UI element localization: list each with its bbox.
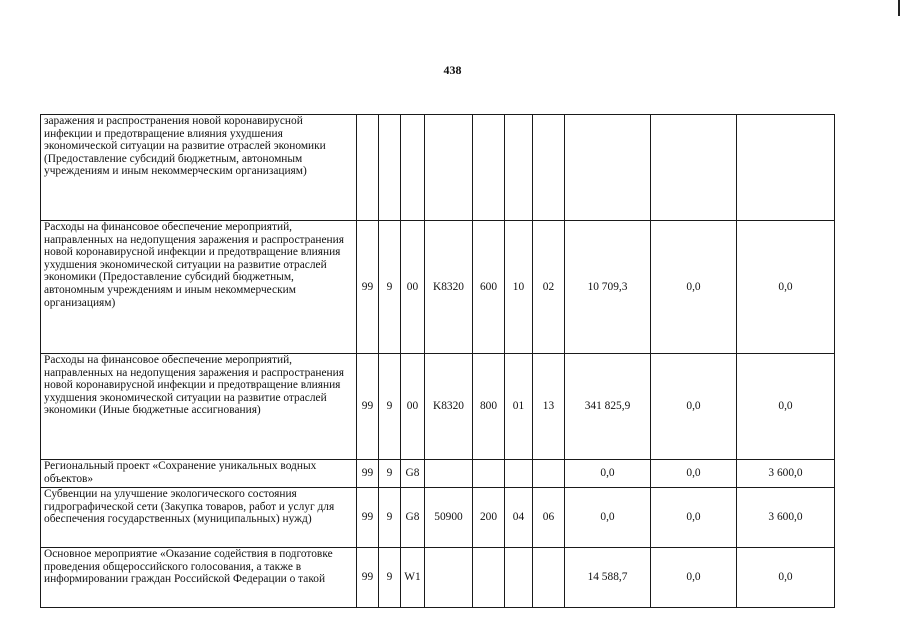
amount-year-2: 0,0 xyxy=(651,221,737,354)
code-subsection xyxy=(533,548,565,608)
amount-year-2: 0,0 xyxy=(651,460,737,488)
code-event: 00 xyxy=(401,354,425,460)
code-section xyxy=(505,548,533,608)
code-direction: K8320 xyxy=(425,221,473,354)
amount-year-2 xyxy=(651,115,737,221)
code-subprogram: 9 xyxy=(379,354,401,460)
code-subprogram xyxy=(379,115,401,221)
code-event: W1 xyxy=(401,548,425,608)
page-number: 438 xyxy=(443,63,462,77)
code-section xyxy=(505,115,533,221)
code-expense-type xyxy=(473,460,505,488)
code-event: G8 xyxy=(401,460,425,488)
code-subprogram: 9 xyxy=(379,221,401,354)
code-event: G8 xyxy=(401,488,425,548)
code-section: 01 xyxy=(505,354,533,460)
code-subprogram: 9 xyxy=(379,548,401,608)
amount-year-3: 0,0 xyxy=(737,354,835,460)
code-expense-type xyxy=(473,115,505,221)
code-subsection: 06 xyxy=(533,488,565,548)
code-subsection: 13 xyxy=(533,354,565,460)
code-program: 99 xyxy=(357,354,379,460)
code-subsection xyxy=(533,115,565,221)
code-section: 10 xyxy=(505,221,533,354)
code-expense-type: 600 xyxy=(473,221,505,354)
code-direction: 50900 xyxy=(425,488,473,548)
code-subsection xyxy=(533,460,565,488)
row-description: заражения и распространения новой коронавирусной инфекции и предотвращение влияния ухудшения экономической ситуации на развитие отраслей экономики (Предоставление субсидий бюджетным, автономным учреждениям и иным некоммерческим организациям) xyxy=(41,115,357,221)
code-program: 99 xyxy=(357,221,379,354)
amount-year-3 xyxy=(737,115,835,221)
code-event xyxy=(401,115,425,221)
table-row xyxy=(41,488,835,548)
code-direction xyxy=(425,460,473,488)
code-program xyxy=(357,115,379,221)
code-expense-type: 800 xyxy=(473,354,505,460)
code-expense-type: 200 xyxy=(473,488,505,548)
amount-year-1: 341 825,9 xyxy=(565,354,651,460)
amount-year-2: 0,0 xyxy=(651,488,737,548)
row-description: Расходы на финансовое обеспечение мероприятий, направленных на недопущения заражения и распространения новой коронавирусной инфекции и предотвращение влияния ухудшения экономической ситуации на развитие отраслей экономики (Иные бюджетные ассигнования) xyxy=(41,354,357,460)
code-section: 04 xyxy=(505,488,533,548)
code-direction xyxy=(425,548,473,608)
table-row xyxy=(41,548,835,608)
budget-table xyxy=(40,114,835,608)
table-row xyxy=(41,460,835,488)
amount-year-1: 0,0 xyxy=(565,460,651,488)
amount-year-3: 3 600,0 xyxy=(737,460,835,488)
code-program: 99 xyxy=(357,460,379,488)
table-row xyxy=(41,221,835,354)
amount-year-1: 0,0 xyxy=(565,488,651,548)
row-description: Расходы на финансовое обеспечение мероприятий, направленных на недопущения заражения и распространения новой коронавирусной инфекции и предотвращение влияния ухудшения экономической ситуации на развитие отраслей экономики (Предоставление субсидий бюджетным, автономным учреждениям и иным некоммерческим организациям) xyxy=(41,221,357,354)
code-event: 00 xyxy=(401,221,425,354)
amount-year-3: 0,0 xyxy=(737,221,835,354)
amount-year-1: 14 588,7 xyxy=(565,548,651,608)
row-description: Региональный проект «Сохранение уникальных водных объектов» xyxy=(41,460,357,488)
row-description: Основное мероприятие «Оказание содействия в подготовке проведения общероссийского голосования, а также в информировании граждан Российской Федерации о такой xyxy=(41,548,357,608)
code-subsection: 02 xyxy=(533,221,565,354)
amount-year-2: 0,0 xyxy=(651,548,737,608)
amount-year-3: 3 600,0 xyxy=(737,488,835,548)
amount-year-1 xyxy=(565,115,651,221)
table-row xyxy=(41,354,835,460)
code-program: 99 xyxy=(357,488,379,548)
code-direction: K8320 xyxy=(425,354,473,460)
code-program: 99 xyxy=(357,548,379,608)
table-row xyxy=(41,115,835,221)
code-subprogram: 9 xyxy=(379,488,401,548)
code-section xyxy=(505,460,533,488)
amount-year-1: 10 709,3 xyxy=(565,221,651,354)
scan-edge-mark xyxy=(898,0,900,16)
row-description: Субвенции на улучшение экологического состояния гидрографической сети (Закупка товаров, работ и услуг для обеспечения государственных (муниципальных) нужд) xyxy=(41,488,357,548)
code-subprogram: 9 xyxy=(379,460,401,488)
code-expense-type xyxy=(473,548,505,608)
amount-year-3: 0,0 xyxy=(737,548,835,608)
amount-year-2: 0,0 xyxy=(651,354,737,460)
code-direction xyxy=(425,115,473,221)
